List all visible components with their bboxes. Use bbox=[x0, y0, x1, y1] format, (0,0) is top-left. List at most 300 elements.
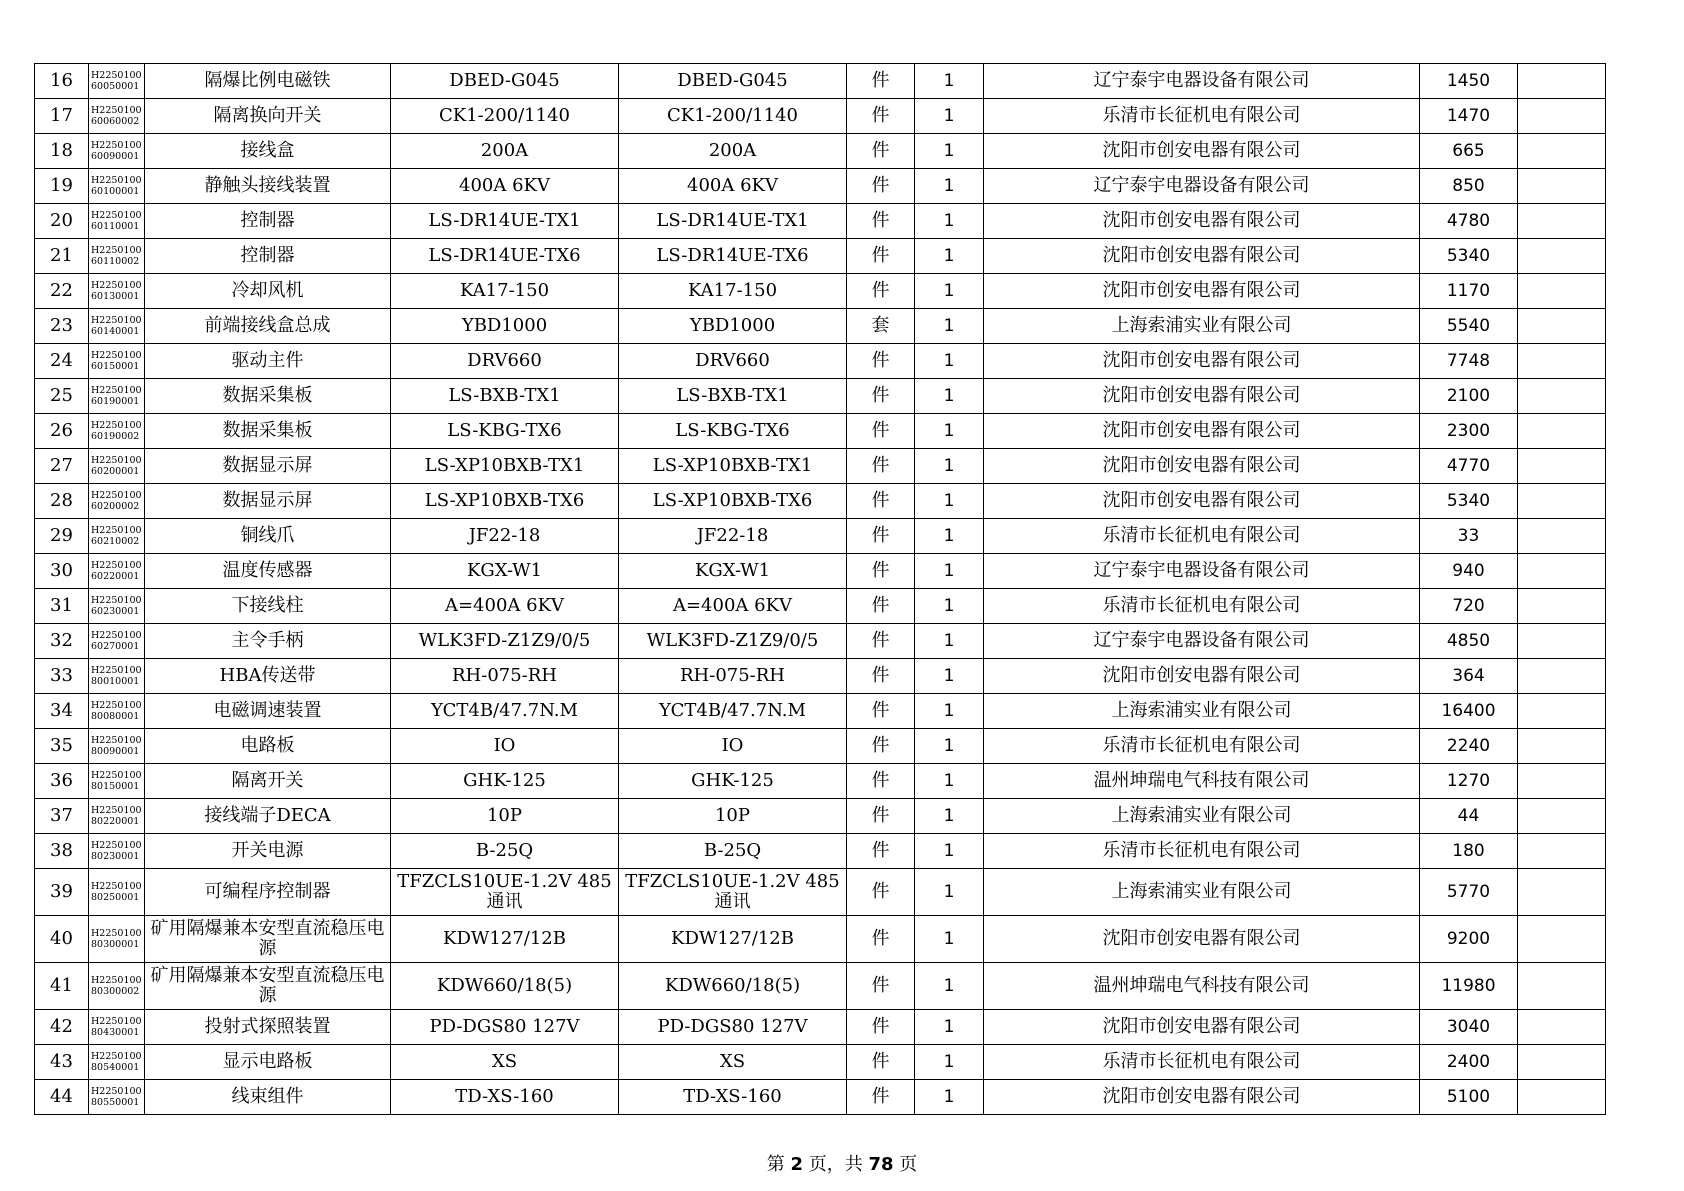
page-footer bbox=[0, 1150, 1684, 1176]
material-code-part: H2250100 bbox=[91, 665, 142, 676]
row-number-cell: 27 bbox=[35, 449, 89, 484]
row-number-cell: 31 bbox=[35, 589, 89, 624]
spec-model-alt-cell: WLK3FD-Z1Z9/0/5 bbox=[619, 624, 847, 659]
spec-model-cell: RH-075-RH bbox=[391, 659, 619, 694]
price-cell: 180 bbox=[1420, 834, 1518, 869]
spec-model-cell: XS bbox=[391, 1045, 619, 1080]
supplier-name-cell: 沈阳市创安电器有限公司 bbox=[984, 484, 1420, 519]
spec-model-cell: A=400A 6KV bbox=[391, 589, 619, 624]
material-code-part: H2250100 bbox=[91, 350, 142, 361]
row-number-cell: 23 bbox=[35, 309, 89, 344]
spec-model-cell: IO bbox=[391, 729, 619, 764]
row-number-cell: 38 bbox=[35, 834, 89, 869]
material-code-part: 60110002 bbox=[91, 256, 140, 267]
supplier-name-cell: 沈阳市创安电器有限公司 bbox=[984, 449, 1420, 484]
item-name-cell: 可编程序控制器 bbox=[145, 869, 391, 916]
item-name-cell: 冷却风机 bbox=[145, 274, 391, 309]
unit-cell: 件 bbox=[847, 99, 915, 134]
unit-cell: 件 bbox=[847, 239, 915, 274]
unit-cell: 件 bbox=[847, 64, 915, 99]
price-cell: 33 bbox=[1420, 519, 1518, 554]
supplier-name-cell: 乐清市长征机电有限公司 bbox=[984, 729, 1420, 764]
item-name-cell: 电路板 bbox=[145, 729, 391, 764]
price-cell: 5340 bbox=[1420, 239, 1518, 274]
material-code-part: 60060002 bbox=[91, 116, 140, 127]
quantity-cell: 1 bbox=[915, 344, 984, 379]
remark-cell bbox=[1518, 519, 1606, 554]
material-code-part: 80300001 bbox=[91, 939, 140, 950]
row-number-cell: 17 bbox=[35, 99, 89, 134]
material-code-part: H2250100 bbox=[91, 1016, 142, 1027]
unit-cell: 件 bbox=[847, 1080, 915, 1115]
row-number-cell: 18 bbox=[35, 134, 89, 169]
item-name-cell: 控制器 bbox=[145, 204, 391, 239]
supplier-name-cell: 上海索浦实业有限公司 bbox=[984, 309, 1420, 344]
material-code-part: H2250100 bbox=[91, 560, 142, 571]
unit-cell: 件 bbox=[847, 204, 915, 239]
table-row bbox=[35, 484, 1606, 519]
quantity-cell: 1 bbox=[915, 799, 984, 834]
remark-cell bbox=[1518, 239, 1606, 274]
spec-model-alt-cell: LS-XP10BXB-TX1 bbox=[619, 449, 847, 484]
supplier-name-cell: 辽宁泰宇电器设备有限公司 bbox=[984, 169, 1420, 204]
item-name-cell: 数据采集板 bbox=[145, 379, 391, 414]
item-name-cell: HBA传送带 bbox=[145, 659, 391, 694]
unit-cell: 件 bbox=[847, 764, 915, 799]
unit-cell: 件 bbox=[847, 519, 915, 554]
material-code-part: 60230001 bbox=[91, 606, 140, 617]
quantity-cell: 1 bbox=[915, 554, 984, 589]
table-row bbox=[35, 624, 1606, 659]
item-name-cell: 数据显示屏 bbox=[145, 449, 391, 484]
current-page-number: 2 bbox=[790, 1154, 803, 1175]
remark-cell bbox=[1518, 1080, 1606, 1115]
price-cell: 5340 bbox=[1420, 484, 1518, 519]
spec-model-alt-cell: KA17-150 bbox=[619, 274, 847, 309]
table-row bbox=[35, 99, 1606, 134]
material-code-cell bbox=[89, 99, 145, 134]
material-code-part: 60220001 bbox=[91, 571, 140, 582]
item-name-cell: 隔离开关 bbox=[145, 764, 391, 799]
footer-suffix: 页 bbox=[893, 1154, 918, 1175]
row-number-cell: 44 bbox=[35, 1080, 89, 1115]
remark-cell bbox=[1518, 414, 1606, 449]
supplier-name-cell: 沈阳市创安电器有限公司 bbox=[984, 916, 1420, 963]
unit-cell: 件 bbox=[847, 694, 915, 729]
quantity-cell: 1 bbox=[915, 449, 984, 484]
price-cell: 2400 bbox=[1420, 1045, 1518, 1080]
spec-model-alt-cell: DBED-G045 bbox=[619, 64, 847, 99]
table-row bbox=[35, 1080, 1606, 1115]
price-cell: 940 bbox=[1420, 554, 1518, 589]
unit-cell: 套 bbox=[847, 309, 915, 344]
row-number-cell: 33 bbox=[35, 659, 89, 694]
material-code-cell bbox=[89, 589, 145, 624]
spec-model-cell: KGX-W1 bbox=[391, 554, 619, 589]
price-cell: 1170 bbox=[1420, 274, 1518, 309]
row-number-cell: 24 bbox=[35, 344, 89, 379]
spec-model-cell: LS-XP10BXB-TX1 bbox=[391, 449, 619, 484]
item-name-cell: 铜线爪 bbox=[145, 519, 391, 554]
spec-model-alt-cell: 10P bbox=[619, 799, 847, 834]
material-code-part: 80550001 bbox=[91, 1097, 140, 1108]
unit-cell: 件 bbox=[847, 274, 915, 309]
price-cell: 5540 bbox=[1420, 309, 1518, 344]
quantity-cell: 1 bbox=[915, 694, 984, 729]
price-cell: 5100 bbox=[1420, 1080, 1518, 1115]
material-code-cell bbox=[89, 484, 145, 519]
table-row bbox=[35, 916, 1606, 963]
material-code-part: 80250001 bbox=[91, 892, 140, 903]
spec-model-cell: DBED-G045 bbox=[391, 64, 619, 99]
quantity-cell: 1 bbox=[915, 239, 984, 274]
unit-cell: 件 bbox=[847, 589, 915, 624]
supplier-name-cell: 沈阳市创安电器有限公司 bbox=[984, 204, 1420, 239]
material-code-cell bbox=[89, 1045, 145, 1080]
material-code-part: H2250100 bbox=[91, 975, 142, 986]
table-row bbox=[35, 309, 1606, 344]
price-cell: 2100 bbox=[1420, 379, 1518, 414]
spec-model-cell: TFZCLS10UE-1.2V 485通讯 bbox=[391, 869, 619, 916]
spec-model-alt-cell: LS-DR14UE-TX6 bbox=[619, 239, 847, 274]
price-cell: 3040 bbox=[1420, 1010, 1518, 1045]
item-name-cell: 矿用隔爆兼本安型直流稳压电源 bbox=[145, 916, 391, 963]
item-name-cell: 接线端子DECA bbox=[145, 799, 391, 834]
material-code-part: 60050001 bbox=[91, 81, 140, 92]
material-code-part: 80090001 bbox=[91, 746, 140, 757]
unit-cell: 件 bbox=[847, 449, 915, 484]
spec-model-alt-cell: RH-075-RH bbox=[619, 659, 847, 694]
spec-model-cell: TD-XS-160 bbox=[391, 1080, 619, 1115]
material-code-part: 60270001 bbox=[91, 641, 140, 652]
material-code-part: 80430001 bbox=[91, 1027, 140, 1038]
unit-cell: 件 bbox=[847, 624, 915, 659]
supplier-name-cell: 沈阳市创安电器有限公司 bbox=[984, 414, 1420, 449]
spec-model-cell: B-25Q bbox=[391, 834, 619, 869]
unit-cell: 件 bbox=[847, 916, 915, 963]
supplier-name-cell: 沈阳市创安电器有限公司 bbox=[984, 134, 1420, 169]
supplier-name-cell: 沈阳市创安电器有限公司 bbox=[984, 379, 1420, 414]
unit-cell: 件 bbox=[847, 554, 915, 589]
spec-model-cell: LS-XP10BXB-TX6 bbox=[391, 484, 619, 519]
item-name-cell: 数据显示屏 bbox=[145, 484, 391, 519]
material-code-cell bbox=[89, 1080, 145, 1115]
material-code-part: H2250100 bbox=[91, 175, 142, 186]
price-cell: 2300 bbox=[1420, 414, 1518, 449]
item-name-cell: 数据采集板 bbox=[145, 414, 391, 449]
material-code-part: 60130001 bbox=[91, 291, 140, 302]
spec-model-alt-cell: KDW660/18(5) bbox=[619, 963, 847, 1010]
price-cell: 1470 bbox=[1420, 99, 1518, 134]
spec-model-cell: YCT4B/47.7N.M bbox=[391, 694, 619, 729]
spec-model-alt-cell: A=400A 6KV bbox=[619, 589, 847, 624]
supplier-name-cell: 上海索浦实业有限公司 bbox=[984, 694, 1420, 729]
supplier-name-cell: 上海索浦实业有限公司 bbox=[984, 869, 1420, 916]
row-number-cell: 19 bbox=[35, 169, 89, 204]
remark-cell bbox=[1518, 799, 1606, 834]
row-number-cell: 26 bbox=[35, 414, 89, 449]
material-code-cell bbox=[89, 169, 145, 204]
remark-cell bbox=[1518, 449, 1606, 484]
table-row bbox=[35, 764, 1606, 799]
material-code-part: 60200001 bbox=[91, 466, 140, 477]
table-row bbox=[35, 64, 1606, 99]
quantity-cell: 1 bbox=[915, 764, 984, 799]
table-row bbox=[35, 169, 1606, 204]
remark-cell bbox=[1518, 99, 1606, 134]
supplier-name-cell: 沈阳市创安电器有限公司 bbox=[984, 274, 1420, 309]
unit-cell: 件 bbox=[847, 834, 915, 869]
item-name-cell: 投射式探照装置 bbox=[145, 1010, 391, 1045]
material-code-part: H2250100 bbox=[91, 140, 142, 151]
table-row bbox=[35, 589, 1606, 624]
remark-cell bbox=[1518, 204, 1606, 239]
material-code-part: 60110001 bbox=[91, 221, 140, 232]
item-name-cell: 驱动主件 bbox=[145, 344, 391, 379]
spec-model-cell: WLK3FD-Z1Z9/0/5 bbox=[391, 624, 619, 659]
material-code-cell bbox=[89, 694, 145, 729]
spec-model-alt-cell: LS-XP10BXB-TX6 bbox=[619, 484, 847, 519]
item-name-cell: 隔爆比例电磁铁 bbox=[145, 64, 391, 99]
item-name-cell: 电磁调速装置 bbox=[145, 694, 391, 729]
price-cell: 44 bbox=[1420, 799, 1518, 834]
spec-model-cell: GHK-125 bbox=[391, 764, 619, 799]
table-row bbox=[35, 963, 1606, 1010]
price-cell: 7748 bbox=[1420, 344, 1518, 379]
material-code-part: 60190001 bbox=[91, 396, 140, 407]
spec-model-cell: LS-KBG-TX6 bbox=[391, 414, 619, 449]
row-number-cell: 43 bbox=[35, 1045, 89, 1080]
quantity-cell: 1 bbox=[915, 134, 984, 169]
material-code-cell bbox=[89, 449, 145, 484]
spec-model-cell: 400A 6KV bbox=[391, 169, 619, 204]
material-code-cell bbox=[89, 239, 145, 274]
quantity-cell: 1 bbox=[915, 729, 984, 764]
item-name-cell: 矿用隔爆兼本安型直流稳压电源 bbox=[145, 963, 391, 1010]
remark-cell bbox=[1518, 484, 1606, 519]
spec-model-cell: LS-DR14UE-TX6 bbox=[391, 239, 619, 274]
spec-model-alt-cell: DRV660 bbox=[619, 344, 847, 379]
material-code-part: H2250100 bbox=[91, 245, 142, 256]
material-code-part: 80150001 bbox=[91, 781, 140, 792]
material-code-part: 60100001 bbox=[91, 186, 140, 197]
price-cell: 4850 bbox=[1420, 624, 1518, 659]
material-code-part: H2250100 bbox=[91, 770, 142, 781]
quantity-cell: 1 bbox=[915, 169, 984, 204]
item-name-cell: 隔离换向开关 bbox=[145, 99, 391, 134]
spec-model-cell: JF22-18 bbox=[391, 519, 619, 554]
table-row bbox=[35, 344, 1606, 379]
price-cell: 720 bbox=[1420, 589, 1518, 624]
spec-model-alt-cell: XS bbox=[619, 1045, 847, 1080]
material-code-part: H2250100 bbox=[91, 1051, 142, 1062]
footer-prefix: 第 bbox=[766, 1154, 791, 1175]
unit-cell: 件 bbox=[847, 799, 915, 834]
material-code-part: H2250100 bbox=[91, 490, 142, 501]
row-number-cell: 41 bbox=[35, 963, 89, 1010]
remark-cell bbox=[1518, 554, 1606, 589]
spec-model-alt-cell: GHK-125 bbox=[619, 764, 847, 799]
row-number-cell: 20 bbox=[35, 204, 89, 239]
material-code-part: H2250100 bbox=[91, 105, 142, 116]
spec-model-alt-cell: LS-BXB-TX1 bbox=[619, 379, 847, 414]
material-code-part: 60200002 bbox=[91, 501, 140, 512]
table-row bbox=[35, 239, 1606, 274]
price-cell: 4780 bbox=[1420, 204, 1518, 239]
spec-model-cell: 200A bbox=[391, 134, 619, 169]
unit-cell: 件 bbox=[847, 344, 915, 379]
unit-cell: 件 bbox=[847, 169, 915, 204]
material-code-part: 80230001 bbox=[91, 851, 140, 862]
row-number-cell: 30 bbox=[35, 554, 89, 589]
row-number-cell: 42 bbox=[35, 1010, 89, 1045]
supplier-name-cell: 辽宁泰宇电器设备有限公司 bbox=[984, 64, 1420, 99]
material-code-cell bbox=[89, 379, 145, 414]
price-cell: 11980 bbox=[1420, 963, 1518, 1010]
price-cell: 665 bbox=[1420, 134, 1518, 169]
price-cell: 364 bbox=[1420, 659, 1518, 694]
material-code-cell bbox=[89, 764, 145, 799]
supplier-name-cell: 沈阳市创安电器有限公司 bbox=[984, 1080, 1420, 1115]
supplier-name-cell: 上海索浦实业有限公司 bbox=[984, 799, 1420, 834]
row-number-cell: 28 bbox=[35, 484, 89, 519]
row-number-cell: 16 bbox=[35, 64, 89, 99]
table-row bbox=[35, 274, 1606, 309]
material-code-part: H2250100 bbox=[91, 595, 142, 606]
remark-cell bbox=[1518, 659, 1606, 694]
quantity-cell: 1 bbox=[915, 659, 984, 694]
spec-model-cell: LS-DR14UE-TX1 bbox=[391, 204, 619, 239]
material-code-part: 80300002 bbox=[91, 986, 140, 997]
price-cell: 2240 bbox=[1420, 729, 1518, 764]
material-code-cell bbox=[89, 204, 145, 239]
item-name-cell: 静触头接线装置 bbox=[145, 169, 391, 204]
material-code-part: H2250100 bbox=[91, 210, 142, 221]
remark-cell bbox=[1518, 169, 1606, 204]
table-row bbox=[35, 414, 1606, 449]
material-code-part: H2250100 bbox=[91, 881, 142, 892]
material-code-cell bbox=[89, 963, 145, 1010]
material-code-part: H2250100 bbox=[91, 1086, 142, 1097]
material-code-part: H2250100 bbox=[91, 735, 142, 746]
price-cell: 5770 bbox=[1420, 869, 1518, 916]
material-code-cell bbox=[89, 134, 145, 169]
remark-cell bbox=[1518, 869, 1606, 916]
spec-model-cell: YBD1000 bbox=[391, 309, 619, 344]
spec-model-alt-cell: PD-DGS80 127V bbox=[619, 1010, 847, 1045]
row-number-cell: 29 bbox=[35, 519, 89, 554]
table-row bbox=[35, 694, 1606, 729]
unit-cell: 件 bbox=[847, 1045, 915, 1080]
quantity-cell: 1 bbox=[915, 916, 984, 963]
remark-cell bbox=[1518, 764, 1606, 799]
remark-cell bbox=[1518, 64, 1606, 99]
remark-cell bbox=[1518, 916, 1606, 963]
table-row bbox=[35, 449, 1606, 484]
table-row bbox=[35, 519, 1606, 554]
supplier-name-cell: 乐清市长征机电有限公司 bbox=[984, 589, 1420, 624]
material-code-cell bbox=[89, 834, 145, 869]
item-name-cell: 前端接线盒总成 bbox=[145, 309, 391, 344]
row-number-cell: 34 bbox=[35, 694, 89, 729]
remark-cell bbox=[1518, 309, 1606, 344]
material-code-cell bbox=[89, 1010, 145, 1045]
item-name-cell: 线束组件 bbox=[145, 1080, 391, 1115]
supplier-name-cell: 温州坤瑞电气科技有限公司 bbox=[984, 963, 1420, 1010]
supplier-name-cell: 乐清市长征机电有限公司 bbox=[984, 519, 1420, 554]
material-code-cell bbox=[89, 344, 145, 379]
supplier-name-cell: 沈阳市创安电器有限公司 bbox=[984, 1010, 1420, 1045]
price-cell: 850 bbox=[1420, 169, 1518, 204]
footer-middle: 页，共 bbox=[803, 1154, 869, 1175]
quantity-cell: 1 bbox=[915, 624, 984, 659]
supplier-name-cell: 乐清市长征机电有限公司 bbox=[984, 99, 1420, 134]
material-code-part: 80220001 bbox=[91, 816, 140, 827]
item-name-cell: 接线盒 bbox=[145, 134, 391, 169]
remark-cell bbox=[1518, 729, 1606, 764]
quantity-cell: 1 bbox=[915, 274, 984, 309]
spec-model-alt-cell: LS-KBG-TX6 bbox=[619, 414, 847, 449]
material-code-part: 80010001 bbox=[91, 676, 140, 687]
quantity-cell: 1 bbox=[915, 379, 984, 414]
quantity-cell: 1 bbox=[915, 519, 984, 554]
row-number-cell: 32 bbox=[35, 624, 89, 659]
material-code-part: H2250100 bbox=[91, 928, 142, 939]
spec-model-alt-cell: TD-XS-160 bbox=[619, 1080, 847, 1115]
spec-model-alt-cell: TFZCLS10UE-1.2V 485通讯 bbox=[619, 869, 847, 916]
supplier-name-cell: 辽宁泰宇电器设备有限公司 bbox=[984, 554, 1420, 589]
quantity-cell: 1 bbox=[915, 99, 984, 134]
table-row bbox=[35, 659, 1606, 694]
remark-cell bbox=[1518, 589, 1606, 624]
quantity-cell: 1 bbox=[915, 589, 984, 624]
unit-cell: 件 bbox=[847, 134, 915, 169]
table-row bbox=[35, 379, 1606, 414]
material-code-cell bbox=[89, 916, 145, 963]
material-code-part: H2250100 bbox=[91, 630, 142, 641]
material-code-cell bbox=[89, 519, 145, 554]
supplier-name-cell: 沈阳市创安电器有限公司 bbox=[984, 659, 1420, 694]
price-cell: 1450 bbox=[1420, 64, 1518, 99]
material-code-cell bbox=[89, 554, 145, 589]
remark-cell bbox=[1518, 274, 1606, 309]
spec-model-alt-cell: B-25Q bbox=[619, 834, 847, 869]
remark-cell bbox=[1518, 834, 1606, 869]
table-row bbox=[35, 134, 1606, 169]
table-row bbox=[35, 729, 1606, 764]
item-name-cell: 开关电源 bbox=[145, 834, 391, 869]
table-row bbox=[35, 799, 1606, 834]
spec-model-cell: DRV660 bbox=[391, 344, 619, 379]
material-code-part: H2250100 bbox=[91, 840, 142, 851]
unit-cell: 件 bbox=[847, 963, 915, 1010]
spec-model-alt-cell: CK1-200/1140 bbox=[619, 99, 847, 134]
quantity-cell: 1 bbox=[915, 963, 984, 1010]
supplier-name-cell: 乐清市长征机电有限公司 bbox=[984, 834, 1420, 869]
row-number-cell: 37 bbox=[35, 799, 89, 834]
supplier-name-cell: 辽宁泰宇电器设备有限公司 bbox=[984, 624, 1420, 659]
remark-cell bbox=[1518, 624, 1606, 659]
remark-cell bbox=[1518, 1045, 1606, 1080]
spec-model-cell: PD-DGS80 127V bbox=[391, 1010, 619, 1045]
quantity-cell: 1 bbox=[915, 1045, 984, 1080]
unit-cell: 件 bbox=[847, 869, 915, 916]
remark-cell bbox=[1518, 1010, 1606, 1045]
material-code-part: H2250100 bbox=[91, 280, 142, 291]
spec-model-cell: 10P bbox=[391, 799, 619, 834]
spec-model-alt-cell: LS-DR14UE-TX1 bbox=[619, 204, 847, 239]
material-code-part: H2250100 bbox=[91, 420, 142, 431]
